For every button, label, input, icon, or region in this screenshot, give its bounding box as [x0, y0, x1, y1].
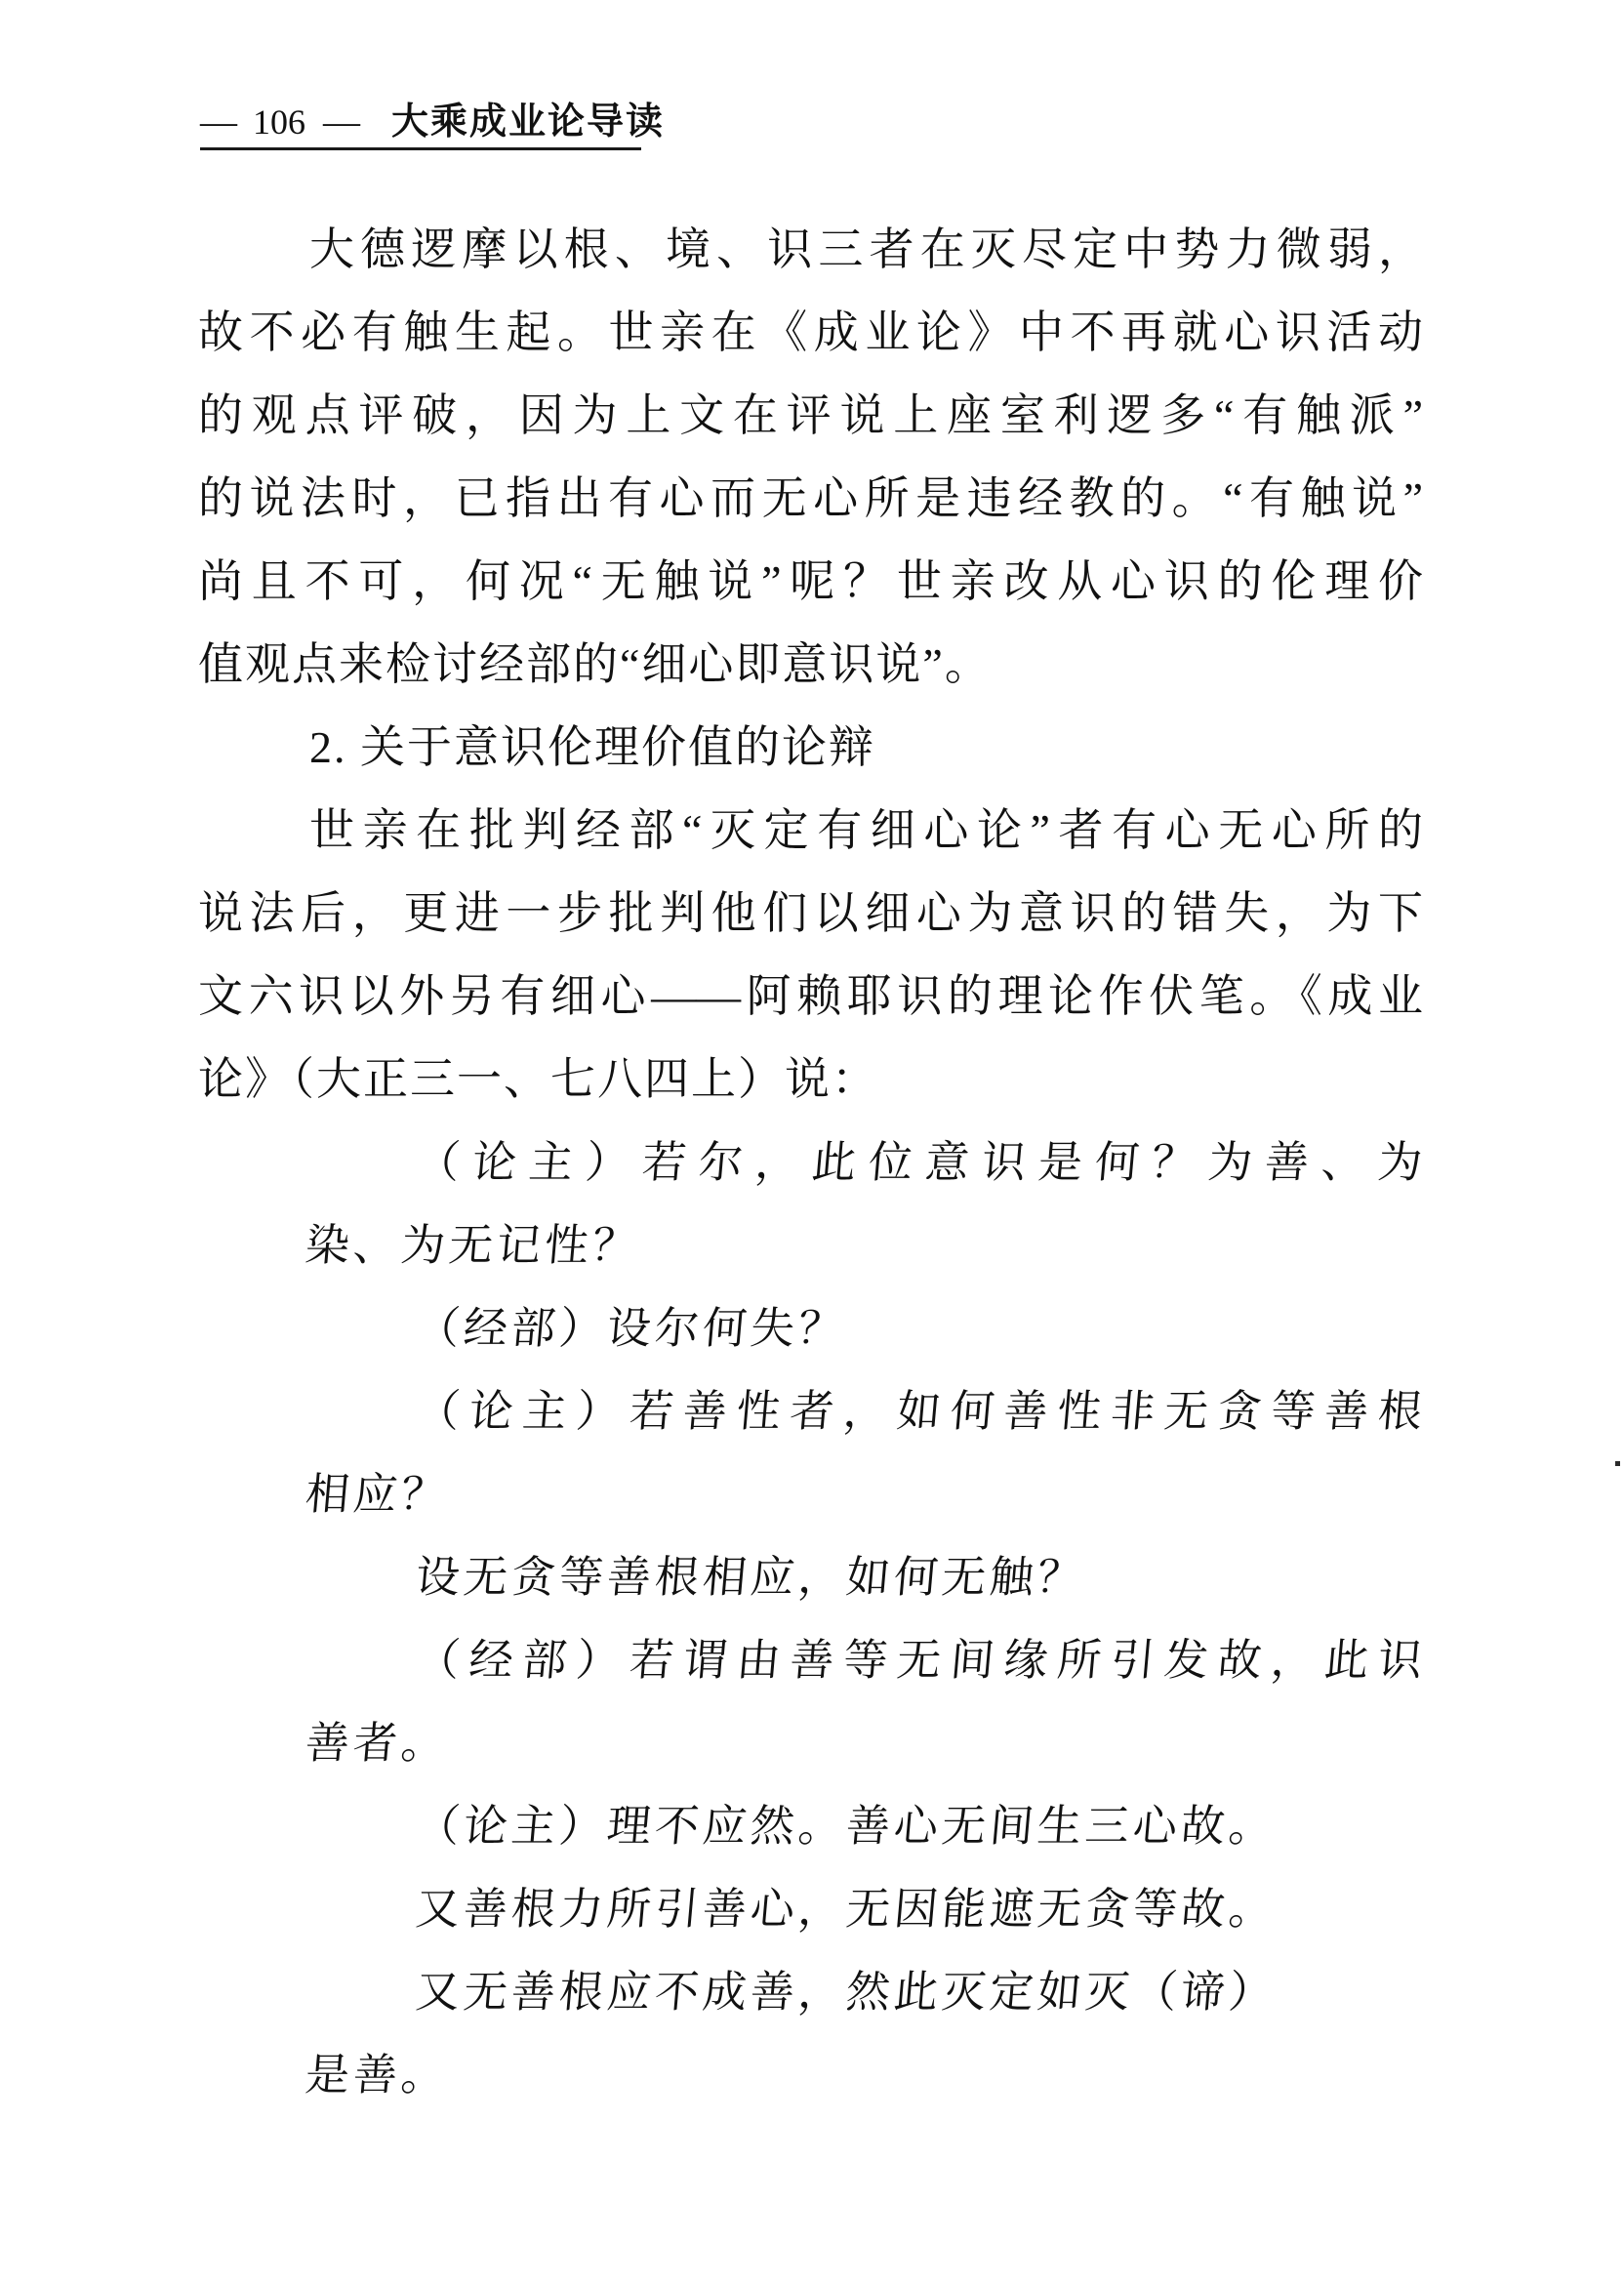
quote-line: 相应？: [303, 1470, 452, 1519]
text-line: 的说法时，已指出有心而无心所是违经教的。“有触说”: [198, 473, 1423, 523]
text-line: 世亲在批判经部“灭定有细心论”者有心无心所的: [309, 805, 1423, 855]
quote-line: 设无贪等善根相应，如何无触？: [413, 1553, 1088, 1602]
quote-line: （经部）若谓由善等无间缘所引发故，此识: [413, 1636, 1429, 1685]
book-title: 大乘成业论导读: [391, 102, 666, 143]
text-line: 故不必有触生起。世亲在《成业论》中不再就心识活动: [198, 307, 1423, 357]
quote-line: （论主）理不应然。善心无间生三心故。: [413, 1802, 1279, 1851]
quote-line: 染、为无记性？: [303, 1221, 643, 1270]
quote-line: （经部）设尔何失？: [413, 1304, 849, 1353]
text-line: 说法后，更进一步批判他们以细心为意识的错失，为下: [198, 888, 1423, 938]
quote-line: （论主）若善性者，如何善性非无贪等善根: [413, 1387, 1429, 1436]
running-header: [200, 103, 665, 141]
page-number: 106: [253, 102, 305, 142]
quote-line: 又善根力所引善心，无因能遮无贪等故。: [413, 1885, 1279, 1934]
text-line: 论》（大正三一、七八四上）说：: [198, 1054, 878, 1104]
text-line: 尚且不可，何况“无触说”呢？世亲改从心识的伦理价: [198, 556, 1423, 606]
header-rule: [200, 147, 641, 150]
text-line: 的观点评破，因为上文在评说上座室利逻多“有触派”: [198, 390, 1423, 440]
quote-line: 善者。: [303, 1719, 452, 1768]
header-right-dash: —: [323, 102, 360, 143]
text-line: 文六识以外另有细心——阿赖耶识的理论作伏笔。《成业: [198, 971, 1423, 1021]
quote-line: 又无善根应不成善，然此灭定如灭（谛）: [413, 1968, 1279, 2017]
scan-speck: [1615, 1461, 1620, 1466]
text-line: 大德逻摩以根、境、识三者在灭尽定中势力微弱，: [309, 224, 1423, 274]
quote-line: 是善。: [303, 2051, 452, 2100]
quote-line: （论主）若尔，此位意识是何？为善、为: [413, 1138, 1429, 1187]
section-heading: 2. 关于意识伦理价值的论辩: [309, 722, 875, 772]
header-left-dash: —: [200, 102, 237, 143]
text-line: 值观点来检讨经部的“细心即意识说”。: [198, 639, 992, 689]
